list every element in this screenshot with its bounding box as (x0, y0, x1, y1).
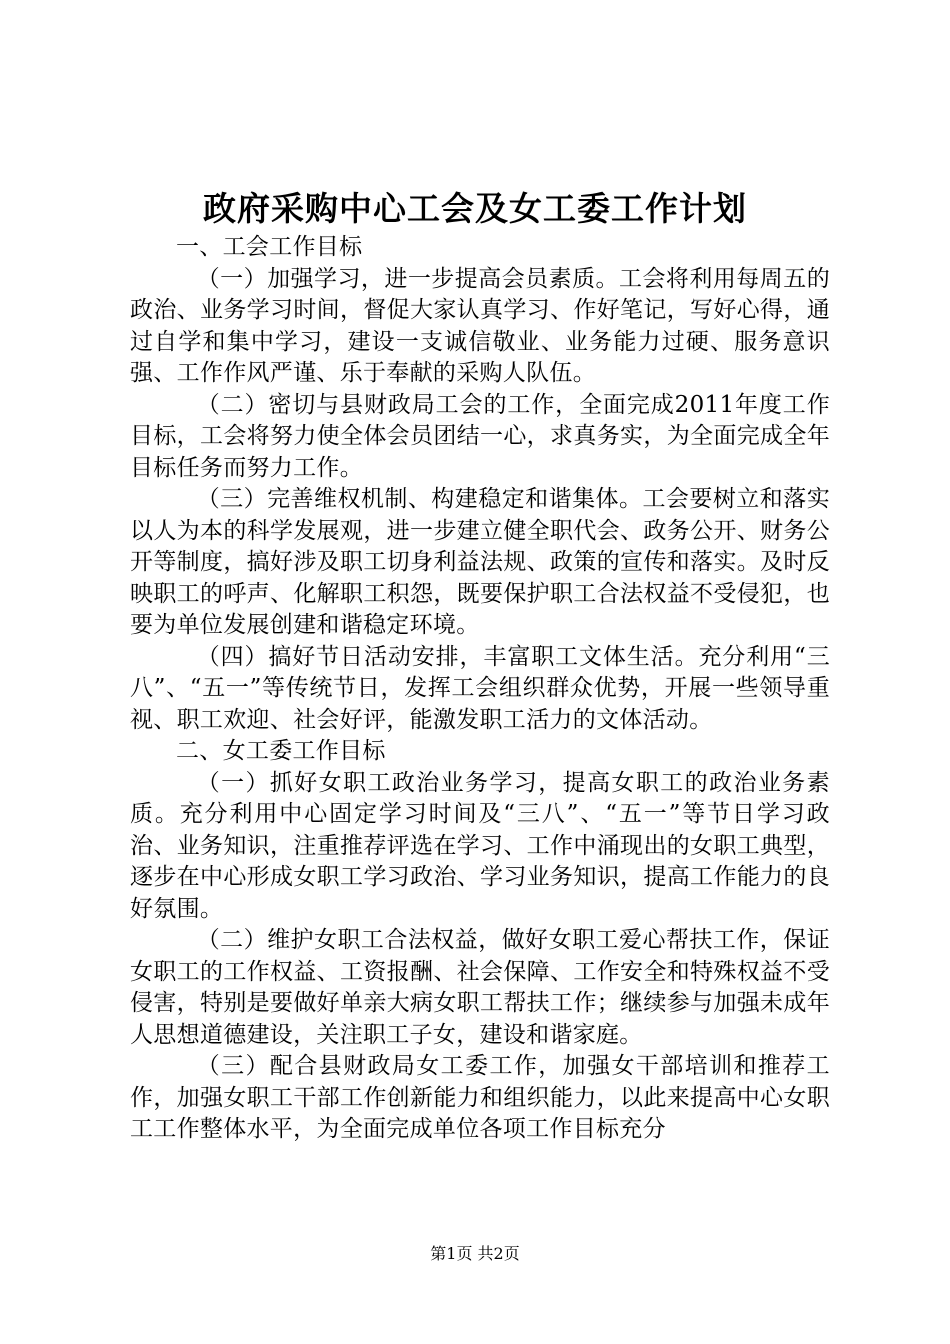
paragraph: （三）完善维权机制、构建稳定和谐集体。工会要树立和落实以人为本的科学发展观，进一步建立健全职代会、政务公开、财务公开等制度，搞好涉及职工切身利益法规、政策的宣传和落实。及时反映职工的呼声、化解职工积怨，既要保护职工合法权益不受侵犯，也要为单位发展创建和谐稳定环境。 (130, 486, 830, 638)
document-title: 政府采购中心工会及女工委工作计划 (203, 189, 747, 228)
page-footer: 第1页 共2页 (430, 1244, 520, 1263)
paragraph: （二）密切与县财政局工会的工作，全面完成2011年度工作目标，工会将努力使全体会员团结一心，求真务实，为全面完成全年目标任务而努力工作。 (130, 391, 830, 481)
paragraph: （三）配合县财政局女工委工作，加强女干部培训和推荐工作，加强女职工干部工作创新能力和组织能力，以此来提高中心女职工工作整体水平，为全面完成单位各项工作目标充分 (130, 1053, 830, 1142)
section-heading: 一、工会工作目标 (176, 234, 363, 260)
section-heading: 二、女工委工作目标 (176, 738, 386, 764)
paragraph: （四）搞好节日活动安排，丰富职工文体生活。充分利用“三八”、“五一”等传统节日，发挥工会组织群众优势，开展一些领导重视、职工欢迎、社会好评，能激发职工活力的文体活动。 (130, 643, 830, 733)
paragraph: （一）加强学习，进一步提高会员素质。工会将利用每周五的政治、业务学习时间，督促大家认真学习、作好笔记，写好心得，通过自学和集中学习，建设一支诚信敬业、业务能力过硬、服务意识强、工作作风严谨、乐于奉献的采购人队伍。 (130, 265, 830, 386)
document-body (130, 232, 830, 1146)
paragraph: （二）维护女职工合法权益，做好女职工爱心帮扶工作，保证女职工的工作权益、工资报酬、社会保障、工作安全和特殊权益不受侵害，特别是要做好单亲大病女职工帮扶工作；继续参与加强未成年人思想道德建设，关注职工子女，建设和谐家庭。 (130, 927, 830, 1048)
paragraph: （一）抓好女职工政治业务学习，提高女职工的政治业务素质。充分利用中心固定学习时间及“三八”、“五一”等节日学习政治、业务知识，注重推荐评选在学习、工作中涌现出的女职工典型，逐步在中心形成女职工学习政治、学习业务知识，提高工作能力的良好氛围。 (130, 769, 830, 922)
